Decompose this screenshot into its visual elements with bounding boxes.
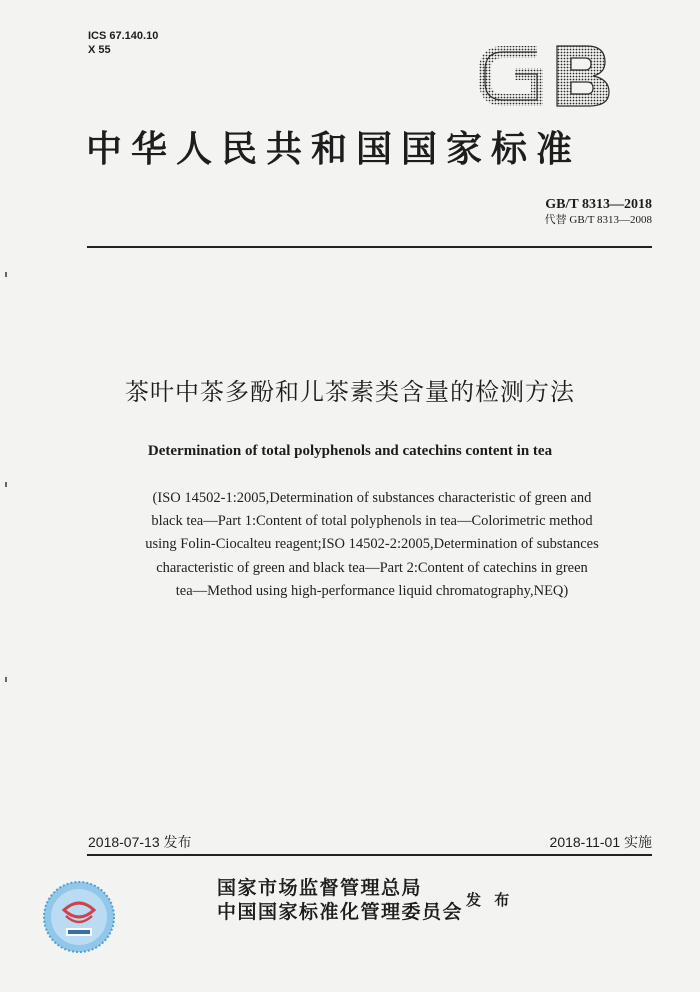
scan-artifact: [5, 482, 7, 487]
issuing-authorities: [217, 876, 463, 924]
publish-label: 发 布: [466, 891, 514, 909]
ics-code: ICS 67.140.10: [88, 30, 159, 42]
iso-line-5: tea—Method using high-performance liquid chromatography,NEQ): [175, 582, 569, 599]
anti-counterfeit-seal-icon: [42, 880, 116, 954]
replaces-standard: 代替 GB/T 8313—2008: [544, 214, 652, 226]
gb-logo-icon: [479, 42, 615, 110]
bottom-divider: [87, 854, 652, 856]
iso-line-3: using Folin-Ciocalteu reagent;ISO 14502-2:2005,Determination of substances: [145, 536, 599, 553]
scan-artifact: [5, 677, 7, 682]
classification-codes: [88, 29, 158, 57]
standard-number: GB/T 8313—2018: [545, 197, 652, 212]
issue-date: 2018-07-13 发布: [88, 834, 192, 850]
chinese-title: 茶叶中茶多酚和儿茶素类含量的检测方法: [125, 378, 575, 406]
scan-artifact: [5, 272, 7, 277]
implementation-date: 2018-11-01 实施: [549, 834, 652, 850]
iso-line-1: (ISO 14502-1:2005,Determination of substances characteristic of green and: [152, 490, 592, 506]
english-title: Determination of total polyphenols and catechins content in tea: [147, 443, 553, 459]
top-divider: [87, 246, 652, 248]
national-standard-heading: 中华人民共和国国家标准: [86, 129, 582, 170]
standard-code-block: [545, 196, 652, 227]
ccs-code: X 55: [88, 44, 111, 56]
issuer-sac: 中国国家标准化管理委员会: [217, 901, 464, 923]
iso-reference: [85, 487, 659, 603]
issuer-samr: 国家市场监督管理总局: [217, 877, 423, 899]
iso-line-4: characteristic of green and black tea—Part 2:Content of catechins in green: [156, 559, 588, 576]
iso-line-2: black tea—Part 1:Content of total polyphenols in tea—Colorimetric method: [151, 513, 593, 530]
